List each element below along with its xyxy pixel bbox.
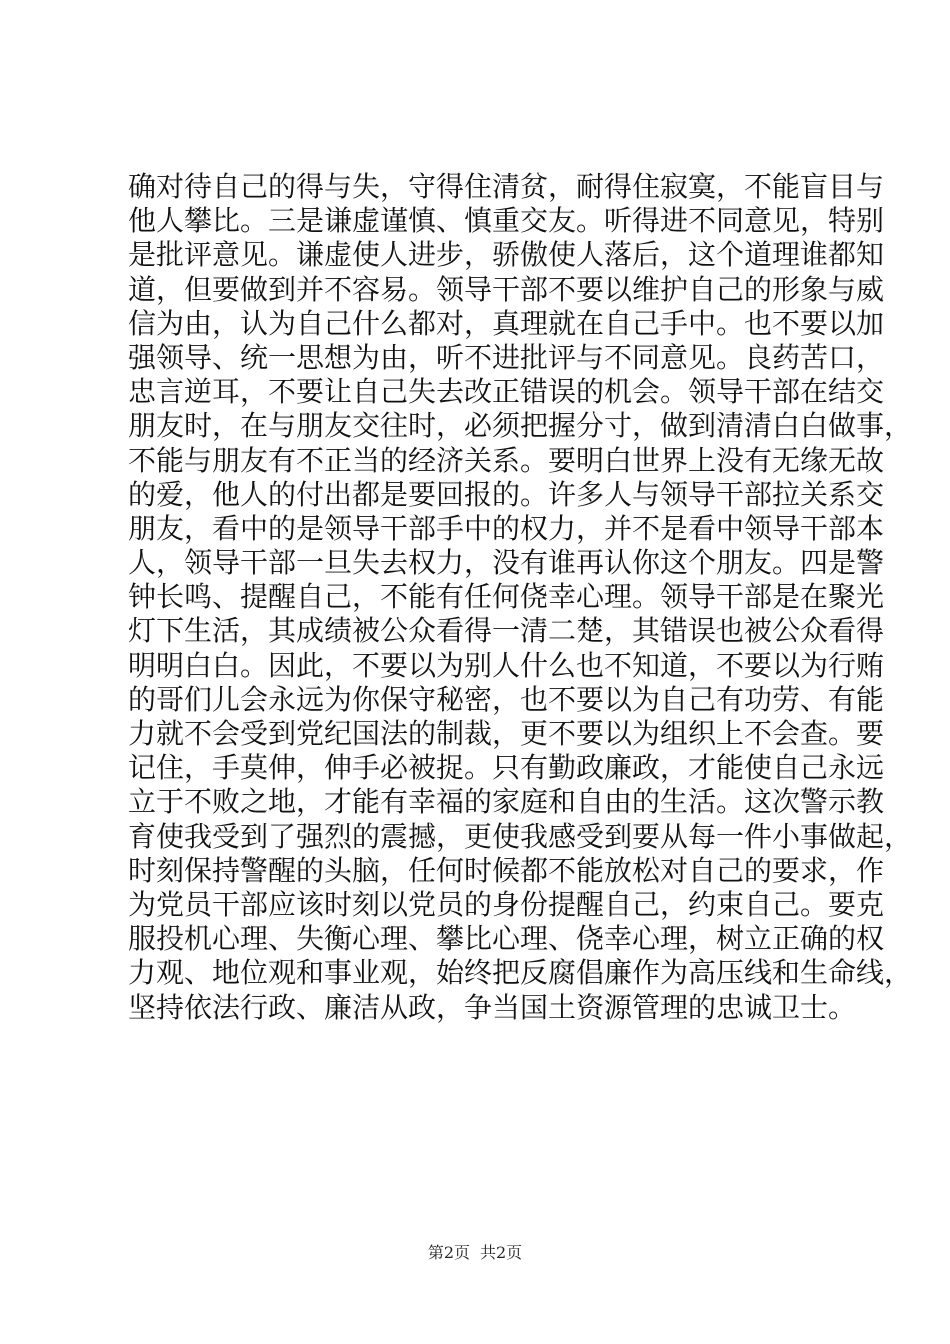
text-line: 力观、地位观和事业观，始终把反腐倡廉作为高压线和生命线，: [128, 956, 913, 990]
text-line: 力就不会受到党纪国法的制裁，更不要以为组织上不会查。要: [128, 717, 885, 750]
text-line: 为党员干部应该时刻以党员的身份提醒自己，约束自己。要克: [128, 887, 885, 921]
text-line: 是批评意见。谦虚使人进步，骄傲使人落后，这个道理谁都知: [128, 238, 885, 272]
text-line: 坚持依法行政、廉洁从政，争当国土资源管理的忠诚卫士。: [128, 990, 857, 1024]
text-line: 他人攀比。三是谦虚谨慎、慎重交友。听得进不同意见，特别: [128, 204, 885, 238]
text-line: 记住，手莫伸，伸手必被捉。只有勤政廉政，才能使自己永远: [128, 751, 885, 785]
page-number: 第2页: [427, 1243, 470, 1262]
text-line: 强领导、统一思想为由，听不进批评与不同意见。良药苦口，: [128, 340, 885, 374]
text-line: 人，领导干部一旦失去权力，没有谁再认你这个朋友。四是警: [128, 546, 885, 580]
text-line: 服投机心理、失衡心理、攀比心理、侥幸心理，树立正确的权: [128, 922, 885, 956]
text-line: 灯下生活，其成绩被公众看得一清二楚，其错误也被公众看得: [128, 614, 885, 648]
text-line: 立于不败之地，才能有幸福的家庭和自由的生活。这次警示教: [128, 785, 885, 819]
text-line: 确对待自己的得与失，守得住清贫，耐得住寂寞，不能盲目与: [128, 170, 885, 203]
text-line: 道，但要做到并不容易。领导干部不要以维护自己的形象与威: [128, 272, 885, 306]
text-line: 不能与朋友有不正当的经济关系。要明白世界上没有无缘无故: [128, 443, 885, 477]
text-line: 信为由，认为自己什么都对，真理就在自己手中。也不要以加: [128, 306, 885, 340]
text-line: 朋友时，在与朋友交往时，必须把握分寸，做到清清白白做事，: [128, 409, 913, 443]
page-total: 共2页: [480, 1243, 523, 1262]
text-line: 的哥们儿会永远为你保守秘密，也不要以为自己有功劳、有能: [128, 682, 885, 716]
text-line: 忠言逆耳，不要让自己失去改正错误的机会。领导干部在结交: [128, 375, 885, 409]
text-line: 育使我受到了强烈的震撼，更使我感受到要从每一件小事做起，: [128, 819, 913, 853]
text-line: 的爱，他人的付出都是要回报的。许多人与领导干部拉关系交: [128, 477, 885, 511]
text-line: 钟长鸣、提醒自己，不能有任何侥幸心理。领导干部是在聚光: [128, 580, 885, 614]
text-line: 时刻保持警醒的头脑，任何时候都不能放松对自己的要求，作: [128, 853, 885, 887]
text-line: 明明白白。因此，不要以为别人什么也不知道，不要以为行贿: [128, 648, 885, 682]
body-text: [128, 170, 913, 1025]
text-line: 朋友，看中的是领导干部手中的权力，并不是看中领导干部本: [128, 511, 885, 545]
page-footer: [0, 1242, 950, 1264]
